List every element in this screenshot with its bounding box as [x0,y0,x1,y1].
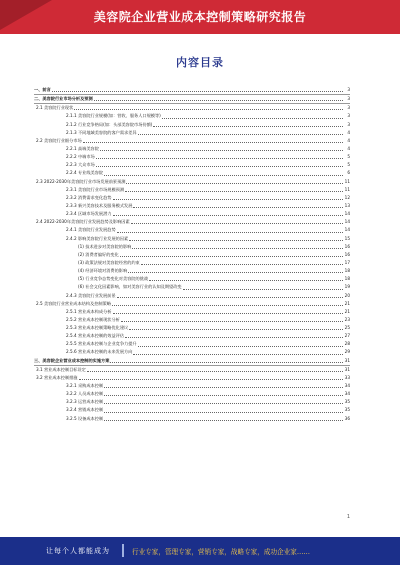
toc-leader-dots [133,354,343,355]
toc-entry-label: 2.2.2 中端市场 [66,154,95,160]
toc-entry-page: 27 [344,333,350,339]
toc-entry[interactable] [34,357,350,366]
toc-leader-dots [138,346,343,347]
toc-entry-label: 一、前言 [34,86,51,92]
toc-leader-dots [117,297,343,298]
toc-leader-dots [129,329,343,330]
toc-entry-label: 2.5 美容院行业营业成本结构及控制策略 [36,300,111,306]
toc-leader-dots [120,256,343,257]
toc-entry-label: 2.5.4 营业成本控制的效益评估 [66,333,125,339]
toc-entry[interactable] [34,415,350,423]
toc-entry[interactable] [34,340,350,348]
toc-entry-page: 12 [344,194,350,200]
toc-leader-dots [128,272,343,273]
toc-leader-dots [100,150,343,151]
toc-leader-dots [113,313,344,314]
toc-entry[interactable] [34,145,350,153]
toc-entry-page: 3 [347,86,350,92]
toc-entry-page: 11 [344,178,350,184]
toc-leader-dots [104,420,343,421]
toc-leader-dots [132,248,343,249]
toc-leader-dots [52,91,343,92]
toc-entry[interactable] [34,251,350,259]
toc-entry-page: 35 [344,407,350,413]
toc-entry[interactable] [34,374,350,382]
toc-leader-dots [104,175,343,176]
footer-bar [0,537,400,565]
toc-entry-page: 21 [344,308,350,314]
toc-leader-dots [74,109,343,110]
toc-entry[interactable] [34,316,350,324]
toc-entry-label: 3.2 营业成本控制措施 [36,374,78,380]
toc-entry[interactable] [34,161,350,169]
toc-leader-dots [79,379,344,380]
toc-leader-dots [131,223,343,224]
toc-entry-label: 2.3.4 区域市场发展潜力 [66,211,112,217]
toc-entry-label: 2.5.2 营业成本控制现状分析 [66,316,120,322]
toc-entry-page: 31 [344,366,350,372]
toc-entry-label: 2.4.3 美容院行业发展前景 [66,292,116,298]
toc-entry-page: 34 [344,391,350,397]
toc-leader-dots [87,371,343,372]
toc-leader-dots [94,100,343,101]
toc-entry-label: 3.2.5 设备成本控制 [66,415,104,421]
toc-entry[interactable] [34,186,350,194]
toc-entry-page: 14 [344,211,350,217]
toc-entry[interactable] [34,390,350,398]
toc-entry[interactable] [34,300,350,308]
toc-entry[interactable] [34,121,350,129]
toc-leader-dots [129,240,343,241]
toc-entry-label: 2.4.1 美容院行业发展趋势 [66,227,116,233]
table-of-contents [34,86,350,423]
toc-entry[interactable] [34,324,350,332]
toc-entry-page: 18 [344,276,350,282]
toc-entry[interactable] [34,283,350,291]
toc-entry-page: 36 [344,415,350,421]
toc-leader-dots [110,362,343,363]
toc-entry-label: 2.2.1 高端美容院 [66,145,99,151]
toc-entry-page: 35 [344,399,350,405]
toc-entry-page: 3 [347,105,350,111]
toc-entry[interactable] [34,153,350,161]
toc-entry-label: 2.5.6 营业成本控制的未来发展方向 [66,349,133,355]
toc-leader-dots [113,199,344,200]
toc-entry-page: 4 [347,145,350,151]
toc-entry[interactable] [34,406,350,414]
toc-entry-label: 3.2.1 采购成本控制 [66,383,104,389]
header-bar [0,0,400,34]
toc-entry-page: 28 [344,341,350,347]
toc-entry-page: 20 [344,292,350,298]
toc-leader-dots [183,289,343,290]
toc-entry-page: 14 [344,227,350,233]
toc-entry-label: 2.5.3 营业成本控制策略优化建议 [66,325,129,331]
toc-leader-dots [162,118,343,119]
toc-entry-label: (3) 政策法规对美容院经营的约束 [78,259,140,265]
toc-entry-page: 21 [344,300,350,306]
toc-leader-dots [96,158,343,159]
toc-entry[interactable] [34,218,350,226]
toc-entry-page: 6 [347,170,350,176]
toc-entry[interactable] [34,398,350,406]
toc-entry[interactable] [34,382,350,390]
toc-entry-label: (5) 行业竞争态势变化对美容院的挑战 [78,276,149,282]
toc-leader-dots [96,166,343,167]
toc-entry-label: 3.1 营业成本控制目标设定 [36,366,86,372]
toc-entry-page: 18 [344,268,350,274]
toc-leader-dots [112,305,343,306]
toc-leader-dots [138,134,343,135]
toc-entry-label: 2.2 美容院行业细分市场 [36,137,82,143]
toc-entry-label: 2.4.2 影响美容院行业发展的因素 [66,235,129,241]
toc-entry-label: 2.1.1 美容院行业规模(如：营收、服务人口规模等) [66,113,161,119]
toc-entry-page: 34 [344,383,350,389]
toc-entry-label: 2.3.2 消费需求变化趋势 [66,194,112,200]
toc-entry-page: 19 [344,284,350,290]
toc-entry-page: 13 [344,202,350,208]
toc-leader-dots [125,337,343,338]
toc-entry-page: 3 [347,113,350,119]
toc-entry-page: 4 [347,137,350,143]
toc-entry[interactable] [34,194,350,202]
toc-entry[interactable] [34,104,350,112]
toc-entry-page: 25 [344,325,350,331]
toc-entry-page: 31 [344,357,350,363]
toc-entry-page: 4 [347,129,350,135]
toc-entry[interactable] [34,129,350,137]
toc-entry-label: (2) 消费者偏好的变化 [78,251,119,257]
toc-entry[interactable] [34,243,350,251]
toc-entry-label: 2.2.4 专业线美容院 [66,170,104,176]
toc-entry[interactable] [34,292,350,300]
toc-entry-label: 2.2.3 大众市场 [66,162,95,168]
toc-entry[interactable] [34,86,350,95]
toc-entry-page: 11 [344,186,350,192]
toc-entry[interactable] [34,210,350,218]
toc-entry[interactable] [34,169,350,177]
toc-entry-label: 2.3.1 美容院行业市场规模预测 [66,186,125,192]
toc-entry[interactable] [34,226,350,234]
toc-entry-page: 15 [344,235,350,241]
toc-entry-label: 3.2.4 营销成本控制 [66,407,104,413]
toc-entry-page: 16 [344,251,350,257]
toc-entry[interactable] [34,349,350,357]
toc-entry[interactable] [34,95,350,104]
toc-entry-page: 3 [347,121,350,127]
toc-heading: 内容目录 [176,56,224,69]
toc-entry[interactable] [34,137,350,145]
toc-entry-label: 2.5.5 营业成本控制与企业竞争力提升 [66,341,137,347]
toc-leader-dots [104,412,343,413]
toc-entry-label: 3.2.3 运营成本控制 [66,399,104,405]
toc-leader-dots [104,403,343,404]
toc-entry-label: (1) 技术进步对美容院的影响 [78,243,132,249]
toc-entry[interactable] [34,259,350,267]
toc-entry-label: 2.4 2022-2030年美容院行业发展趋势及影响因素 [36,219,130,225]
toc-entry-label: 2.5.1 营业成本构成分析 [66,308,112,314]
toc-entry-label: (4) 经济环境对消费的影响 [78,268,128,274]
toc-leader-dots [133,207,343,208]
toc-entry[interactable] [34,275,350,283]
toc-entry[interactable] [34,235,350,243]
document-title: 美容院企业营业成本控制策略研究报告 [93,10,307,24]
toc-entry-page: 17 [344,259,350,265]
toc-leader-dots [126,183,343,184]
toc-entry-page: 16 [344,243,350,249]
toc-entry[interactable] [34,178,350,186]
toc-leader-dots [125,191,343,192]
toc-entry[interactable] [34,308,350,316]
toc-entry-label: 2.1.3 不同地域美容院的客户需求差异 [66,129,137,135]
toc-entry[interactable] [34,112,350,120]
toc-leader-dots [104,387,343,388]
toc-entry[interactable] [34,202,350,210]
toc-entry-label: 3.2.2 人员成本控制 [66,391,104,397]
toc-entry-label: 2.3.3 新兴美容技术及服务模式发展 [66,202,133,208]
toc-entry[interactable] [34,267,350,275]
toc-entry-label: 三、美容院企业营业成本控制的实施方案 [34,357,110,363]
toc-entry-page: 5 [347,162,350,168]
toc-entry-page: 23 [344,316,350,322]
toc-leader-dots [153,126,343,127]
toc-entry-label: 2.1.2 行业竞争格局(如：头部美容院市场份额) [66,121,153,127]
footer-tagline: 行业专家，管理专家，营销专家，战略专家，成功企业家…… [132,548,311,556]
toc-leader-dots [104,395,343,396]
toc-entry-label: (6) 社会文化因素影响，如对美容行业的认知及期望改变 [78,284,182,290]
toc-leader-dots [141,264,343,265]
toc-entry-page: 33 [344,374,350,380]
toc-leader-dots [149,280,343,281]
toc-entry-page: 14 [344,219,350,225]
toc-entry-page: 5 [347,154,350,160]
page-number: 1 [346,514,350,520]
toc-entry-label: 2.3 2022-2030年美容院行业市场发展前景预测 [36,178,126,184]
toc-leader-dots [117,232,343,233]
toc-entry-label: 二、美容院行业市场分析及预测 [34,96,93,102]
toc-entry-page: 3 [347,96,350,102]
toc-entry-label: 2.1 美容院行业现状 [36,105,74,111]
footer-divider [122,544,124,557]
toc-entry-page: 29 [344,349,350,355]
footer-slogan: 让每个人都能成为 [46,547,110,555]
toc-leader-dots [121,321,343,322]
toc-leader-dots [83,142,343,143]
toc-entry[interactable] [34,366,350,374]
toc-entry[interactable] [34,332,350,340]
toc-leader-dots [113,215,344,216]
